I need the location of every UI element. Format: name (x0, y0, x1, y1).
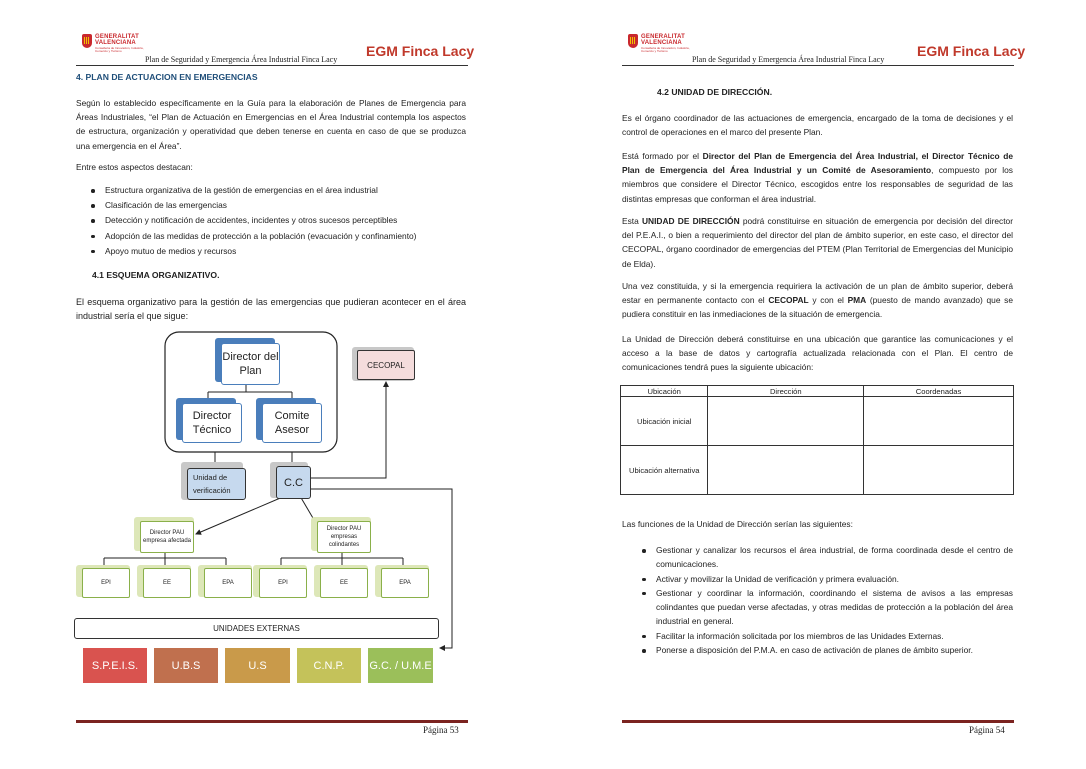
list-item: Gestionar y coordinar la información, coordinando el sistema de avisos a las empresas colindantes que puedan verse afectadas, y otras medidas de protección a la población del área industrial en general. (638, 586, 1013, 629)
aspects-intro: Entre estos aspectos destacan: (76, 162, 193, 172)
header-brand: EGM Finca Lacy (917, 43, 1026, 59)
direccion-alternativa-cell[interactable] (708, 446, 864, 495)
cecopal-box: CECOPAL (357, 350, 415, 380)
pau-afectada-box: Director PAU empresa afectada (140, 521, 194, 553)
generalitat-logo: GENERALITAT VALENCIANA Conselleria de Innovación, Industria, Comercio y Turismo (82, 34, 152, 64)
external-unit-cnp: C.N.P. (297, 648, 361, 683)
director-plan-box: Director del Plan (215, 338, 280, 386)
list-item: Estructura organizativa de la gestión de emergencias en el área industrial (87, 183, 477, 198)
scheme-paragraph: El esquema organizativo para la gestión de las emergencias que pudieran acontecer en el área industrial sería el que sigue: (76, 297, 466, 322)
comite-asesor-box: Comite Asesor (256, 398, 322, 444)
header-brand: EGM Finca Lacy (366, 43, 475, 59)
location-table (620, 385, 1014, 495)
list-item: Gestionar y canalizar los recursos el área industrial, de forma coordinada desde el centro de comunicaciones. (638, 543, 1013, 572)
leaf-ee-1: EE (143, 568, 191, 598)
section-heading: 4. PLAN DE ACTUACION EN EMERGENCIAS (76, 72, 258, 82)
external-unit-ubs: U.B.S (154, 648, 218, 683)
pau-colindantes-box: Director PAU empresas colindantes (317, 521, 371, 553)
coordenadas-inicial-cell[interactable] (864, 397, 1014, 446)
leaf-ee-2: EE (320, 568, 368, 598)
table-header: Ubicación (621, 386, 708, 397)
page-number: Página 53 (423, 725, 459, 735)
paragraph-4: Una vez constituida, y si la emergencia requiriera la activación de un plan de ámbito superior, deberá estar en permanente contacto con el CECOPAL y con el PMA (puesto de mando avanzado) que se pudiera constituir en las inmediaciones de la situación de emergencia. (622, 281, 1013, 320)
intro-paragraph: Según lo establecido específicamente en la Guía para la elaboración de Planes de Emergencia para Áreas Industriales, “el Plan de Actuación en Emergencias en el Área Industrial contempla los aspectos de estructura, organización y operatividad que deben tenerse en cuenta en caso de que se produzca una emergencia en el Área”. (76, 98, 466, 151)
table-row: Ubicación inicial (621, 397, 1014, 446)
paragraph-5: La Unidad de Dirección deberá constituirse en una ubicación que garantice las comunicaciones y el acceso a la base de datos y cartografía actualizada relacionada con el Plan. El centro de comunicaciones tendrá pues la siguiente ubicación: (622, 334, 1013, 373)
page-number: Página 54 (969, 725, 1005, 735)
leaf-epi-1: EPI (82, 568, 130, 598)
cc-box: C.C (276, 466, 311, 499)
unidad-verificacion-box: Unidad de verificación (187, 468, 246, 500)
generalitat-logo: GENERALITAT VALENCIANA Conselleria de Innovación, Industria, Comercio y Turismo (628, 34, 698, 64)
footer-rule (622, 720, 1014, 723)
paragraph-3: Esta UNIDAD DE DIRECCIÓN podrá constituirse en situación de emergencia por decisión del director del P.E.A.I., o bien a requerimiento del director del plan de ámbito superior, en este caso, el director del CECOPAL, órgano coordinador de emergencias del PTEM (Plan Territorial de Emergencias del Municipio de Elda). (622, 216, 1013, 269)
header-subtitle: Plan de Seguridad y Emergencia Área Industrial Finca Lacy (145, 55, 338, 64)
footer-rule (76, 720, 468, 723)
paragraph-1: Es el órgano coordinador de las actuaciones de emergencia, encargado de la toma de decisiones y el control de operaciones en el marco del presente Plan. (622, 113, 1013, 138)
list-item: Clasificación de las emergencias (87, 198, 477, 213)
leaf-epi-2: EPI (259, 568, 307, 598)
external-unit-gc-ume: G.C. / U.M.E (368, 648, 433, 683)
list-item: Apoyo mutuo de medios y recursos (87, 244, 477, 259)
table-header: Dirección (708, 386, 864, 397)
table-header: Coordenadas (864, 386, 1014, 397)
subsection-heading: 4.1 ESQUEMA ORGANIZATIVO. (92, 270, 220, 280)
list-item: Ponerse a disposición del P.M.A. en caso de activación de planes de ámbito superior. (638, 643, 1013, 657)
external-unit-speis: S.P.E.I.S. (83, 648, 147, 683)
page-right (543, 0, 1086, 769)
functions-list (638, 543, 1013, 657)
paragraph-2: Está formado por el Director del Plan de Emergencia del Área Industrial, el Director Técnico de Plan de Emergencia del Área Industrial y un Comité de Asesoramiento, compuesto por los miembros que considere el Director Técnico, escogidos entre los responsables de seguridad de las distintas empresas que conforman el área industrial. (622, 151, 1013, 204)
subsection-heading: 4.2 UNIDAD DE DIRECCIÓN. (657, 87, 773, 97)
external-unit-us: U.S (225, 648, 290, 683)
header-subtitle: Plan de Seguridad y Emergencia Área Industrial Finca Lacy (692, 55, 885, 64)
functions-intro: Las funciones de la Unidad de Dirección serían las siguientes: (622, 519, 853, 529)
director-tecnico-box: Director Técnico (176, 398, 242, 444)
unidades-externas-bar: UNIDADES EXTERNAS (74, 618, 439, 639)
list-item: Facilitar la información solicitada por los miembros de las Unidades Externas. (638, 629, 1013, 643)
list-item: Adopción de las medidas de protección a la población (evacuación y confinamiento) (87, 229, 477, 244)
leaf-epa-1: EPA (204, 568, 252, 598)
direccion-inicial-cell[interactable] (708, 397, 864, 446)
coordenadas-alternativa-cell[interactable] (864, 446, 1014, 495)
list-item: Detección y notificación de accidentes, incidentes y otros sucesos perceptibles (87, 213, 477, 228)
header-rule (622, 65, 1014, 66)
list-item: Activar y movilizar la Unidad de verificación y primera evaluación. (638, 572, 1013, 586)
leaf-epa-2: EPA (381, 568, 429, 598)
crest-icon (628, 34, 638, 48)
table-row: Ubicación alternativa (621, 446, 1014, 495)
